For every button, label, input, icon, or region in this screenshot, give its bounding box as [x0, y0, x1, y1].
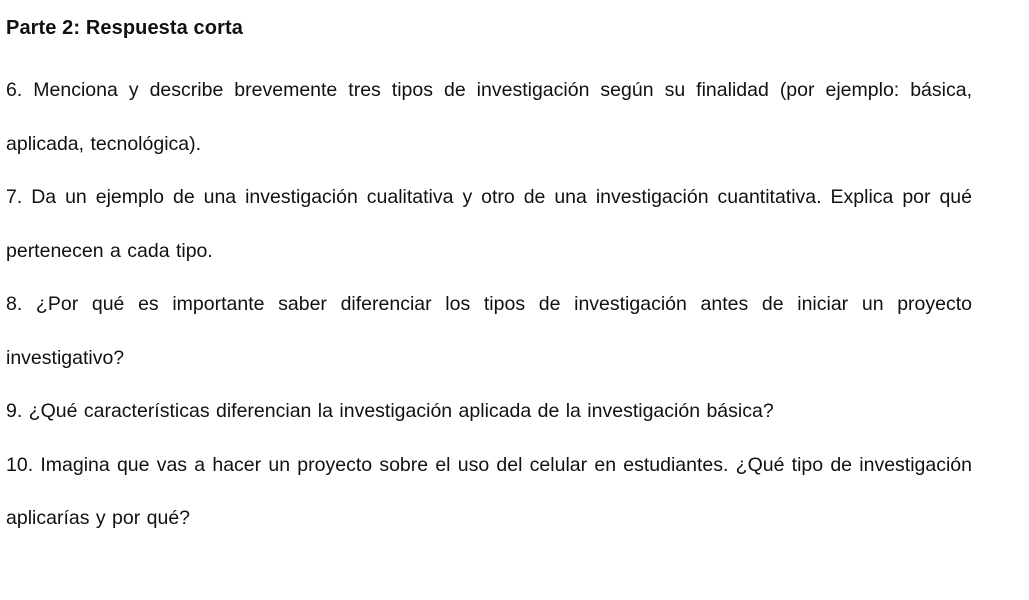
- section-title: Parte 2: Respuesta corta: [6, 17, 243, 39]
- questions-list: [6, 64, 972, 546]
- question-7: 7. Da un ejemplo de una investigación cualitativa y otro de una investigación cuantitativa. Explica por qué pertenecen a cada tipo.: [6, 186, 972, 262]
- question-8: 8. ¿Por qué es importante saber diferenciar los tipos de investigación antes de iniciar un proyecto investigativo?: [6, 293, 972, 369]
- question-9: 9. ¿Qué características diferencian la investigación aplicada de la investigación básica?: [6, 400, 774, 422]
- question-10: 10. Imagina que vas a hacer un proyecto sobre el uso del celular en estudiantes. ¿Qué tipo de investigación aplicarías y por qué?: [6, 453, 972, 529]
- question-6: 6. Menciona y describe brevemente tres tipos de investigación según su finalidad (por ejemplo: básica, aplicada, tecnológica).: [6, 79, 972, 155]
